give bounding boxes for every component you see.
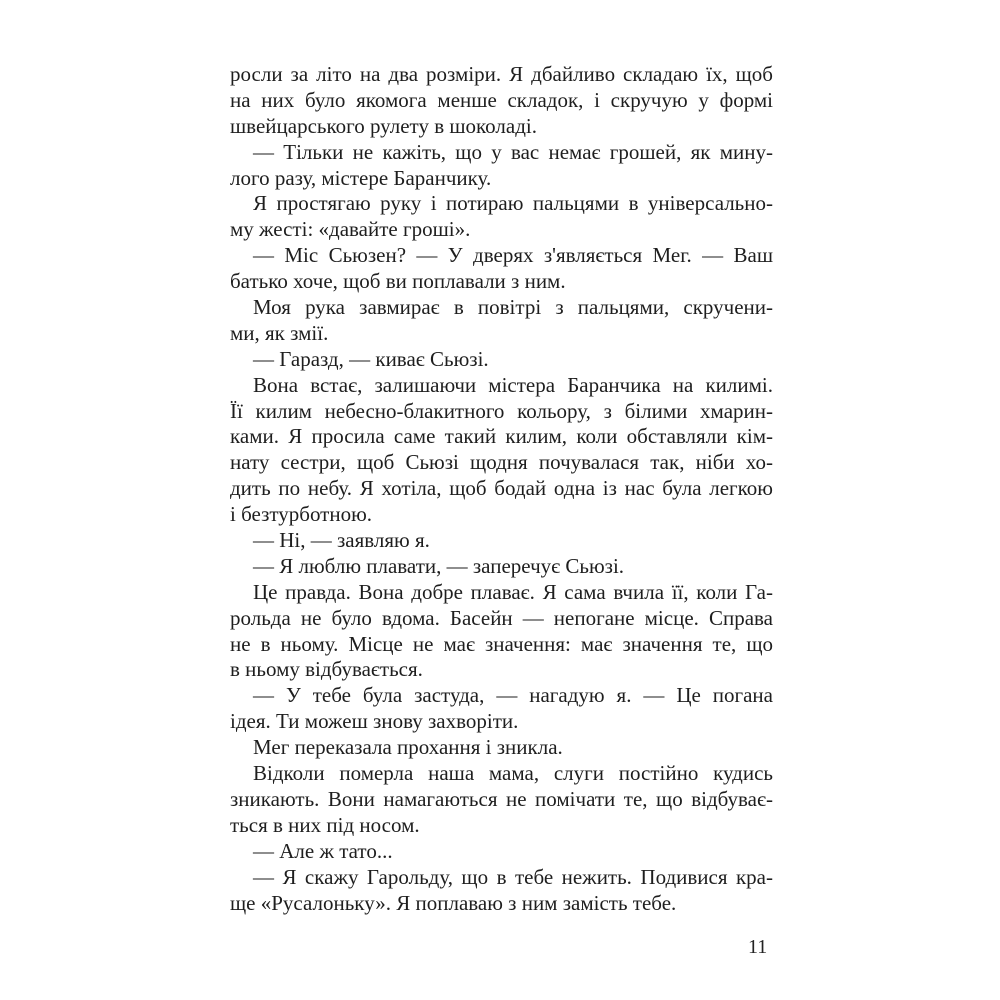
text-line: росли за літо на два розміри. Я дбайливо складаю їх, щоб bbox=[230, 62, 773, 86]
text-line: на них було якомога менше складок, і скручую у формі bbox=[230, 87, 773, 112]
text-line: дить по небу. Я хотіла, щоб бодай одна із нас була легкою bbox=[230, 476, 773, 501]
text-line: Моя рука завмирає в повітрі з пальцями, скручени- bbox=[253, 295, 773, 320]
text-line: Відколи померла наша мама, слуги постійно кудись bbox=[253, 761, 773, 786]
page-number: 11 bbox=[748, 936, 768, 958]
text-line: Я простягаю руку і потираю пальцями в універсально- bbox=[253, 191, 773, 216]
text-line: — Я скажу Гарольду, що в тебе нежить. Подивися кра- bbox=[253, 864, 773, 889]
book-page-text bbox=[230, 62, 773, 916]
text-line: — Я люблю плавати, — заперечує Сьюзі. bbox=[253, 553, 625, 578]
text-line: швейцарського рулету в шоколаді. bbox=[230, 113, 537, 138]
text-line: нату сестри, щоб Сьюзі щодня почувалася так, ніби хо- bbox=[230, 450, 773, 475]
text-line: лого разу, містере Баранчику. bbox=[230, 165, 492, 190]
text-line: — Ні, — заявляю я. bbox=[253, 528, 430, 553]
text-line: — Але ж тато... bbox=[253, 838, 393, 863]
text-line: — У тебе була застуда, — нагадую я. — Це погана bbox=[253, 683, 773, 708]
text-line: і безтурботною. bbox=[230, 502, 373, 527]
text-line: батько хоче, щоб ви поплавали з ним. bbox=[230, 269, 566, 294]
text-line: ками. Я просила саме такий килим, коли обставляли кім- bbox=[230, 424, 773, 449]
text-line: ще «Русалоньку». Я поплаваю з ним замість тебе. bbox=[230, 890, 677, 915]
text-line: — Гаразд, — киває Сьюзі. bbox=[253, 346, 489, 371]
text-line: ідея. Ти можеш знову захворіти. bbox=[230, 709, 519, 734]
text-line: Вона встає, залишаючи містера Баранчика на килимі. bbox=[253, 372, 773, 397]
text-line: зникають. Вони намагаються не помічати те, що відбуває- bbox=[230, 786, 773, 811]
text-line: не в ньому. Місце не має значення: має значення те, що bbox=[230, 631, 773, 656]
text-line: Це правда. Вона добре плаває. Я сама вчила її, коли Га- bbox=[253, 579, 773, 604]
text-line: ми, як змії. bbox=[230, 320, 329, 345]
text-line: рольда не було вдома. Басейн — непогане місце. Справа bbox=[230, 605, 773, 630]
text-line: му жесті: «давайте гроші». bbox=[230, 217, 471, 242]
text-line: Її килим небесно-блакитного кольору, з білими хмарин- bbox=[230, 398, 773, 423]
text-line: — Міс Сьюзен? — У дверях з'являється Мег. — Ваш bbox=[253, 243, 773, 268]
text-line: — Тільки не кажіть, що у вас немає грошей, як мину- bbox=[253, 139, 773, 164]
text-line: в ньому відбувається. bbox=[230, 657, 423, 682]
text-line: ться в них під носом. bbox=[230, 812, 420, 837]
text-line: Мег переказала прохання і зникла. bbox=[253, 735, 563, 760]
